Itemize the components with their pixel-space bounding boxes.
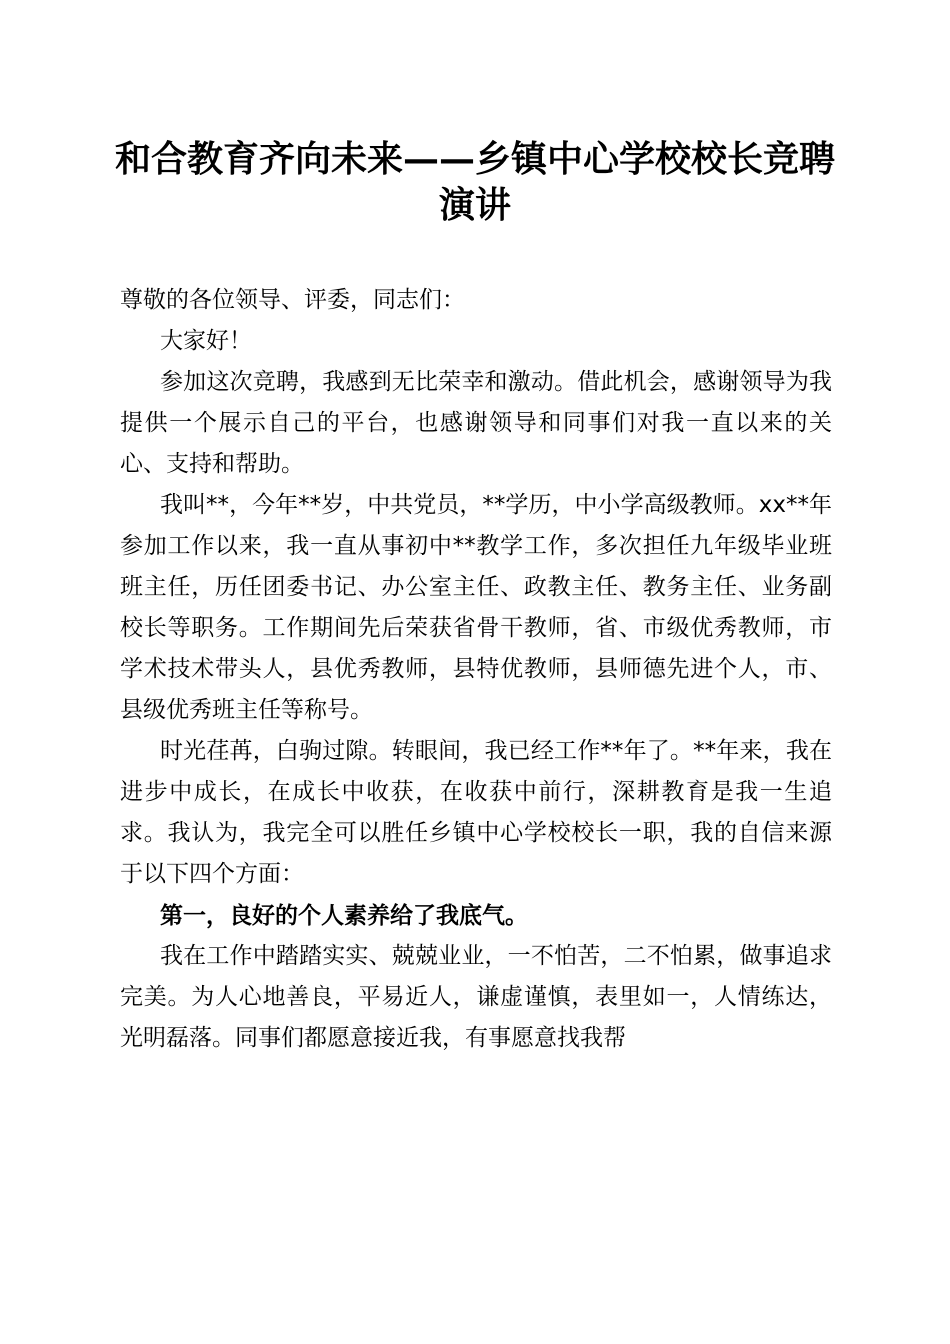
paragraph-confidence: 时光荏苒，白驹过隙。转眼间，我已经工作**年了。**年来，我在进步中成长，在成长中收获，在收获中前行，深耕教育是我一生追求。我认为，我完全可以胜任乡镇中心学校校长一职，我的自信来源于以下四个方面： bbox=[120, 738, 832, 887]
document-title: 和合教育齐向未来——乡镇中心学校校长竞聘演讲 bbox=[114, 138, 835, 226]
section-heading-first: 第一，良好的个人素养给了我底气。 bbox=[160, 902, 528, 929]
paragraph-introduction: 我叫**，今年**岁，中共党员，**学历，中小学高级教师。xx**年参加工作以来，我一直从事初中**教学工作，多次担任九年级毕业班班主任，历任团委书记、办公室主任、政教主任、教务主任、业务副校长等职务。工作期间先后荣获省骨干教师，省、市级优秀教师，市学术技术带头人，县优秀教师，县特优教师，县师德先进个人，市、县级优秀班主任等称号。 bbox=[120, 492, 832, 723]
paragraph-personal-quality: 我在工作中踏踏实实、兢兢业业，一不怕苦，二不怕累，做事追求完美。为人心地善良，平易近人，谦虚谨慎，表里如一，人情练达，光明磊落。同事们都愿意接近我，有事愿意找我帮 bbox=[120, 943, 832, 1051]
paragraph-greeting: 大家好！ bbox=[160, 328, 252, 354]
document-body bbox=[120, 280, 832, 1059]
paragraph-thanks: 参加这次竞聘，我感到无比荣幸和激动。借此机会，感谢领导为我提供一个展示自己的平台，也感谢领导和同事们对我一直以来的关心、支持和帮助。 bbox=[120, 369, 832, 477]
salutation: 尊敬的各位领导、评委，同志们： bbox=[120, 287, 465, 313]
